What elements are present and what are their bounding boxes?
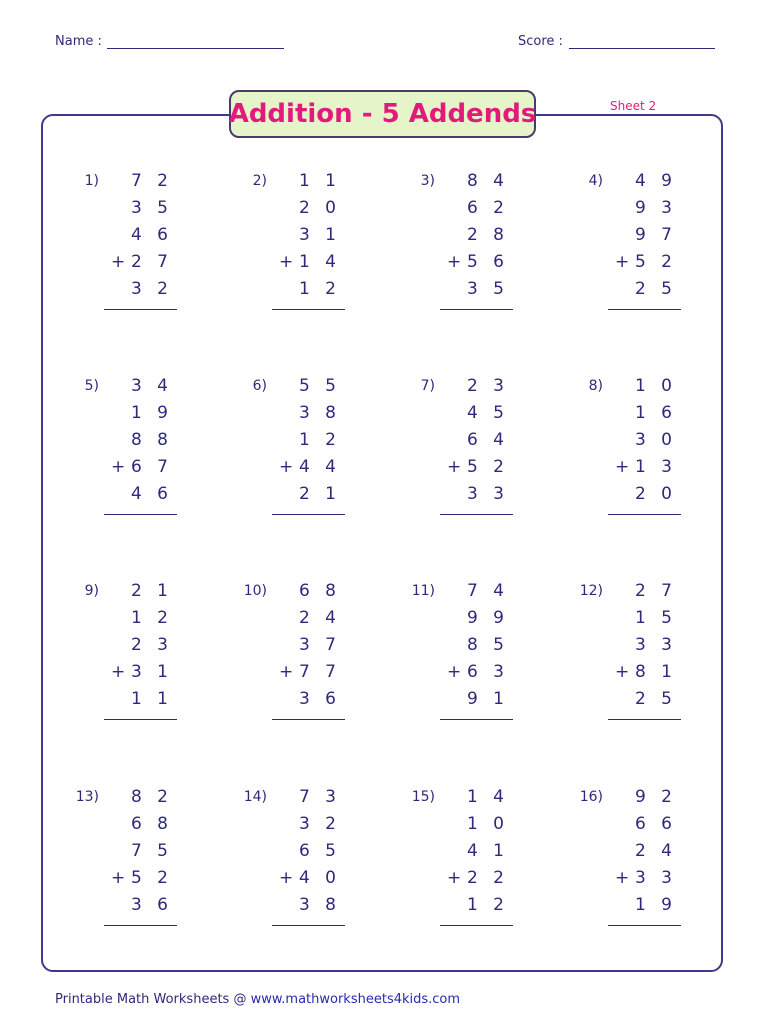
addend: 1 0 [466, 814, 509, 834]
addend: 2 3 [130, 635, 173, 655]
answer-line [608, 925, 681, 926]
addend: 2 3 [466, 376, 509, 396]
plus-sign: + [615, 662, 630, 682]
problem-3 [407, 173, 557, 323]
score-label: Score : [518, 34, 563, 49]
problem-number: 7) [420, 378, 435, 394]
answer-line [608, 309, 681, 310]
addend: 8 1 [634, 662, 677, 682]
answer-line [272, 719, 345, 720]
problem-number: 5) [84, 378, 99, 394]
addend: 7 4 [466, 581, 509, 601]
plus-sign: + [279, 457, 294, 477]
addend: 3 4 [130, 376, 173, 396]
plus-sign: + [279, 252, 294, 272]
addend: 4 0 [298, 868, 341, 888]
addend: 6 8 [298, 581, 341, 601]
name-label: Name : [55, 34, 102, 49]
addend: 1 0 [634, 376, 677, 396]
plus-sign: + [615, 868, 630, 888]
addend: 9 3 [634, 198, 677, 218]
plus-sign: + [447, 662, 462, 682]
addend: 1 3 [634, 457, 677, 477]
problem-number: 15) [411, 789, 435, 805]
addend: 1 2 [130, 608, 173, 628]
problem-number: 16) [579, 789, 603, 805]
addend: 3 3 [634, 635, 677, 655]
addend: 2 5 [634, 279, 677, 299]
answer-line [104, 719, 177, 720]
footer-link[interactable]: www.mathworksheets4kids.com [250, 992, 461, 1007]
addend: 1 4 [466, 787, 509, 807]
answer-line [608, 514, 681, 515]
plus-sign: + [447, 252, 462, 272]
addend: 2 5 [634, 689, 677, 709]
addend: 2 1 [298, 484, 341, 504]
problem-number: 13) [75, 789, 99, 805]
addend: 7 5 [130, 841, 173, 861]
problem-11 [407, 583, 557, 733]
addend: 1 4 [298, 252, 341, 272]
problem-number: 11) [411, 583, 435, 599]
problem-number: 9) [84, 583, 99, 599]
name-field[interactable] [107, 48, 284, 49]
addend: 5 5 [298, 376, 341, 396]
addend: 7 2 [130, 171, 173, 191]
addend: 3 3 [466, 484, 509, 504]
problem-number: 12) [579, 583, 603, 599]
answer-line [272, 925, 345, 926]
addend: 3 1 [130, 662, 173, 682]
addend: 5 2 [466, 457, 509, 477]
answer-line [104, 514, 177, 515]
addend: 6 8 [130, 814, 173, 834]
problem-6 [239, 378, 389, 528]
addend: 3 6 [130, 895, 173, 915]
problem-number: 2) [252, 173, 267, 189]
addend: 6 5 [298, 841, 341, 861]
plus-sign: + [447, 457, 462, 477]
problem-4 [575, 173, 725, 323]
addend: 4 4 [298, 457, 341, 477]
addend: 3 6 [298, 689, 341, 709]
plus-sign: + [111, 662, 126, 682]
answer-line [104, 309, 177, 310]
problem-number: 10) [243, 583, 267, 599]
answer-line [440, 514, 513, 515]
problem-1 [71, 173, 221, 323]
addend: 6 4 [466, 430, 509, 450]
addend: 2 1 [130, 581, 173, 601]
addend: 1 2 [298, 279, 341, 299]
plus-sign: + [111, 252, 126, 272]
addend: 7 7 [298, 662, 341, 682]
addend: 4 6 [130, 484, 173, 504]
addend: 2 0 [634, 484, 677, 504]
problem-number: 1) [84, 173, 99, 189]
addend: 3 1 [298, 225, 341, 245]
plus-sign: + [447, 868, 462, 888]
addend: 2 4 [634, 841, 677, 861]
sheet-label: Sheet 2 [610, 99, 657, 113]
addend: 3 0 [634, 430, 677, 450]
problem-number: 4) [588, 173, 603, 189]
addend: 4 5 [466, 403, 509, 423]
addend: 6 6 [634, 814, 677, 834]
plus-sign: + [615, 457, 630, 477]
problem-12 [575, 583, 725, 733]
addend: 1 5 [634, 608, 677, 628]
plus-sign: + [111, 868, 126, 888]
addend: 7 3 [298, 787, 341, 807]
problem-5 [71, 378, 221, 528]
addend: 2 7 [130, 252, 173, 272]
title-box [229, 90, 536, 138]
footer [55, 992, 460, 1007]
addend: 1 2 [298, 430, 341, 450]
addend: 8 5 [466, 635, 509, 655]
addend: 1 2 [466, 895, 509, 915]
problem-15 [407, 789, 557, 939]
answer-line [440, 309, 513, 310]
addend: 8 8 [130, 430, 173, 450]
problem-7 [407, 378, 557, 528]
addend: 4 9 [634, 171, 677, 191]
addend: 9 2 [634, 787, 677, 807]
problem-number: 6) [252, 378, 267, 394]
addend: 5 2 [634, 252, 677, 272]
answer-line [440, 719, 513, 720]
problem-number: 3) [420, 173, 435, 189]
score-field[interactable] [569, 48, 715, 49]
addend: 1 6 [634, 403, 677, 423]
addend: 3 7 [298, 635, 341, 655]
addend: 5 2 [130, 868, 173, 888]
problem-8 [575, 378, 725, 528]
addend: 3 2 [298, 814, 341, 834]
answer-line [104, 925, 177, 926]
addend: 2 0 [298, 198, 341, 218]
problem-9 [71, 583, 221, 733]
addend: 5 6 [466, 252, 509, 272]
page-title: Addition - 5 Addends [228, 99, 537, 129]
addend: 9 7 [634, 225, 677, 245]
answer-line [608, 719, 681, 720]
plus-sign: + [279, 868, 294, 888]
addend: 4 6 [130, 225, 173, 245]
addend: 6 3 [466, 662, 509, 682]
addend: 1 9 [634, 895, 677, 915]
addend: 1 9 [130, 403, 173, 423]
problem-14 [239, 789, 389, 939]
addend: 1 1 [130, 689, 173, 709]
addend: 9 1 [466, 689, 509, 709]
addend: 3 5 [130, 198, 173, 218]
plus-sign: + [615, 252, 630, 272]
addend: 2 4 [298, 608, 341, 628]
addend: 2 8 [466, 225, 509, 245]
addend: 3 8 [298, 403, 341, 423]
addend: 3 8 [298, 895, 341, 915]
addend: 3 5 [466, 279, 509, 299]
addend: 4 1 [466, 841, 509, 861]
addend: 2 2 [466, 868, 509, 888]
addend: 8 2 [130, 787, 173, 807]
problem-16 [575, 789, 725, 939]
answer-line [272, 309, 345, 310]
addend: 1 1 [298, 171, 341, 191]
addend: 3 2 [130, 279, 173, 299]
addend: 2 7 [634, 581, 677, 601]
addend: 6 7 [130, 457, 173, 477]
answer-line [272, 514, 345, 515]
addend: 9 9 [466, 608, 509, 628]
plus-sign: + [111, 457, 126, 477]
addend: 6 2 [466, 198, 509, 218]
addend: 3 3 [634, 868, 677, 888]
answer-line [440, 925, 513, 926]
problem-13 [71, 789, 221, 939]
problem-number: 14) [243, 789, 267, 805]
footer-prefix: Printable Math Worksheets @ [55, 992, 251, 1007]
plus-sign: + [279, 662, 294, 682]
problem-number: 8) [588, 378, 603, 394]
addend: 8 4 [466, 171, 509, 191]
problem-10 [239, 583, 389, 733]
problem-2 [239, 173, 389, 323]
